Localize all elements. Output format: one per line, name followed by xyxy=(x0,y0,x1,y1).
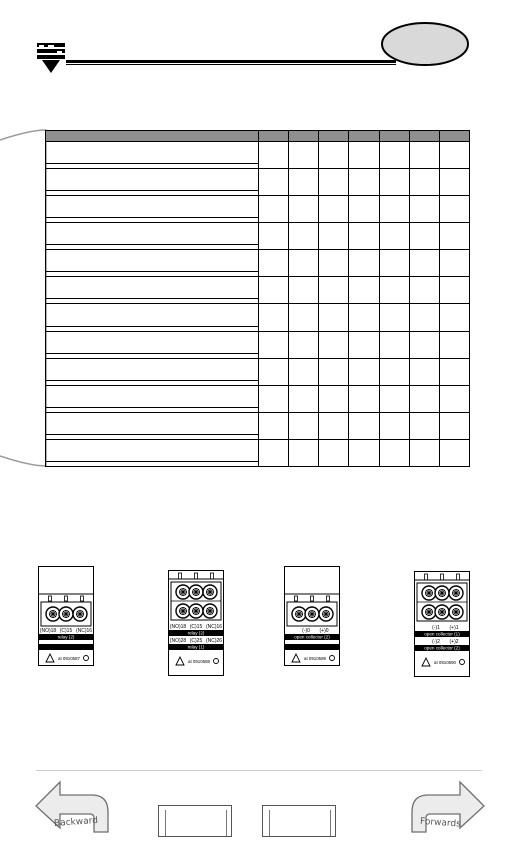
table-cell xyxy=(409,412,439,439)
table-row xyxy=(46,385,470,412)
table-cell xyxy=(259,142,289,169)
table-cell xyxy=(349,277,379,304)
table-cell xyxy=(289,196,319,223)
table-cell xyxy=(349,196,379,223)
terminal-label: (-)1 xyxy=(432,625,440,631)
table-header-row xyxy=(46,131,470,142)
band-label: open collector (2) xyxy=(424,645,460,651)
terminal-label: (+)0 xyxy=(319,628,329,634)
terminal-label: (NC)16 xyxy=(205,624,223,630)
forward-button[interactable] xyxy=(408,778,486,834)
row-underline xyxy=(46,190,258,191)
table-cell xyxy=(409,277,439,304)
table-cell xyxy=(289,277,319,304)
table-cell xyxy=(349,439,379,466)
row-underline xyxy=(46,217,258,218)
table-row xyxy=(46,277,470,304)
terminal-label: (C)15 xyxy=(59,628,73,634)
terminal-label: (NC)16 xyxy=(75,628,93,634)
terminal-label: (NO)28 xyxy=(169,638,187,644)
table-cell xyxy=(409,304,439,331)
header-rule-thin xyxy=(66,64,396,65)
table-header-cell xyxy=(46,131,259,142)
table-cell xyxy=(349,142,379,169)
table-cell xyxy=(439,250,469,277)
module-relay-single xyxy=(38,566,94,666)
table-cell xyxy=(319,277,349,304)
table-cell xyxy=(259,304,289,331)
table-cell xyxy=(409,142,439,169)
table-cell xyxy=(289,358,319,385)
table-row xyxy=(46,196,470,223)
table-cell xyxy=(349,169,379,196)
table-cell xyxy=(259,412,289,439)
table-name-cell xyxy=(46,142,259,169)
module-serial: at 0910587 xyxy=(58,656,80,661)
table-name-cell xyxy=(46,277,259,304)
table-header-cell xyxy=(289,131,319,142)
table-cell xyxy=(379,169,409,196)
table-header-cell xyxy=(259,131,289,142)
table-cell xyxy=(259,277,289,304)
table-cell xyxy=(439,439,469,466)
table-cell xyxy=(319,385,349,412)
table-cell xyxy=(259,439,289,466)
table-cell xyxy=(439,142,469,169)
table-row xyxy=(46,358,470,385)
table-cell xyxy=(319,250,349,277)
terminal-label: (+)1 xyxy=(449,625,459,631)
table-cell xyxy=(319,169,349,196)
specification-table xyxy=(45,130,470,467)
table-cell xyxy=(349,385,379,412)
table-cell xyxy=(439,277,469,304)
row-underline xyxy=(46,407,258,408)
terminal-label: (NC)26 xyxy=(205,638,223,644)
table-cell xyxy=(259,331,289,358)
module-open-collector-double xyxy=(414,571,470,677)
table-cell xyxy=(289,250,319,277)
table-cell xyxy=(439,412,469,439)
row-underline xyxy=(46,461,258,462)
table-name-cell xyxy=(46,169,259,196)
table-cell xyxy=(379,223,409,250)
table-name-cell xyxy=(46,385,259,412)
row-underline xyxy=(46,434,258,435)
table-header-cell xyxy=(409,131,439,142)
table-cell xyxy=(439,169,469,196)
table-header-cell xyxy=(439,131,469,142)
nav-box-left[interactable] xyxy=(158,805,232,837)
table-cell xyxy=(349,412,379,439)
table-cell xyxy=(259,169,289,196)
table-cell xyxy=(259,250,289,277)
table-row xyxy=(46,250,470,277)
row-underline xyxy=(46,163,258,164)
table-name-cell xyxy=(46,196,259,223)
table-row xyxy=(46,412,470,439)
table-header-cell xyxy=(379,131,409,142)
module-open-collector-single xyxy=(284,566,340,666)
table-cell xyxy=(349,331,379,358)
row-underline xyxy=(46,326,258,327)
header-rule xyxy=(66,60,396,63)
table-cell xyxy=(379,304,409,331)
table-cell xyxy=(289,142,319,169)
band-label: open collector (2) xyxy=(294,634,330,640)
table-cell xyxy=(409,385,439,412)
table-cell xyxy=(379,196,409,223)
table-cell xyxy=(379,277,409,304)
table-cell xyxy=(379,439,409,466)
table-cell xyxy=(409,196,439,223)
table-header-cell xyxy=(349,131,379,142)
logo-icon xyxy=(37,43,65,73)
table-cell xyxy=(439,304,469,331)
table-cell xyxy=(349,304,379,331)
table-cell xyxy=(259,223,289,250)
row-underline xyxy=(46,271,258,272)
row-underline xyxy=(46,380,258,381)
table-cell xyxy=(319,223,349,250)
table-row xyxy=(46,142,470,169)
terminal-label: (C)15 xyxy=(189,624,203,630)
table-cell xyxy=(319,439,349,466)
table-name-cell xyxy=(46,223,259,250)
table-name-cell xyxy=(46,412,259,439)
table-cell xyxy=(379,358,409,385)
terminal-label: (C)25 xyxy=(189,638,203,644)
table-name-cell xyxy=(46,250,259,277)
table-row xyxy=(46,223,470,250)
terminal-label: (NO)18 xyxy=(169,624,187,630)
footer-rule xyxy=(36,770,482,771)
terminal-label: (-)0 xyxy=(302,628,310,634)
module-serial: at 0910589 xyxy=(304,656,326,661)
table-name-cell xyxy=(46,358,259,385)
table-cell xyxy=(289,331,319,358)
table-cell xyxy=(259,358,289,385)
table-cell xyxy=(409,358,439,385)
table-cell xyxy=(349,358,379,385)
table-cell xyxy=(439,223,469,250)
terminal-label: (+)2 xyxy=(449,639,459,645)
table-cell xyxy=(289,439,319,466)
table-cell xyxy=(319,304,349,331)
table-cell xyxy=(259,385,289,412)
table-cell xyxy=(319,331,349,358)
table-cell xyxy=(409,169,439,196)
module-serial: at 0910588 xyxy=(188,659,210,664)
terminal-label: (-)2 xyxy=(432,639,440,645)
table-cell xyxy=(289,223,319,250)
table-cell xyxy=(319,412,349,439)
forward-label: Forwards xyxy=(419,816,462,830)
table-cell xyxy=(439,196,469,223)
band-label: open collector (1) xyxy=(424,631,460,637)
table-cell xyxy=(379,412,409,439)
terminal-label: (NO)18 xyxy=(39,628,57,634)
table-cell xyxy=(349,250,379,277)
table-cell xyxy=(319,358,349,385)
module-relay-double xyxy=(168,570,224,676)
table-cell xyxy=(409,250,439,277)
side-bracket xyxy=(0,118,50,478)
table-cell xyxy=(379,142,409,169)
table-cell xyxy=(259,196,289,223)
backward-button[interactable] xyxy=(34,778,112,834)
table-cell xyxy=(319,196,349,223)
module-serial: at 0910590 xyxy=(434,660,456,665)
table-cell xyxy=(379,331,409,358)
table-cell xyxy=(409,223,439,250)
table-cell xyxy=(439,331,469,358)
table-cell xyxy=(289,304,319,331)
table-name-cell xyxy=(46,331,259,358)
backward-label: Backward xyxy=(53,815,99,829)
table-name-cell xyxy=(46,304,259,331)
table-cell xyxy=(289,412,319,439)
table-row xyxy=(46,304,470,331)
band-label: relay (2) xyxy=(187,630,205,636)
row-underline xyxy=(46,244,258,245)
table-cell xyxy=(409,331,439,358)
table-row xyxy=(46,439,470,466)
nav-box-right[interactable] xyxy=(262,805,336,837)
table-cell xyxy=(349,223,379,250)
table-header-cell xyxy=(319,131,349,142)
row-underline xyxy=(46,298,258,299)
table-cell xyxy=(379,385,409,412)
table-cell xyxy=(289,169,319,196)
table-cell xyxy=(439,385,469,412)
table-name-cell xyxy=(46,439,259,466)
table-row xyxy=(46,169,470,196)
header-oval-badge xyxy=(380,20,470,68)
table-cell xyxy=(439,358,469,385)
table-cell xyxy=(409,439,439,466)
table-cell xyxy=(379,250,409,277)
table-cell xyxy=(289,385,319,412)
band-label: relay (2) xyxy=(57,634,75,640)
row-underline xyxy=(46,353,258,354)
table-cell xyxy=(319,142,349,169)
table-row xyxy=(46,331,470,358)
band-label: relay (1) xyxy=(187,644,205,650)
